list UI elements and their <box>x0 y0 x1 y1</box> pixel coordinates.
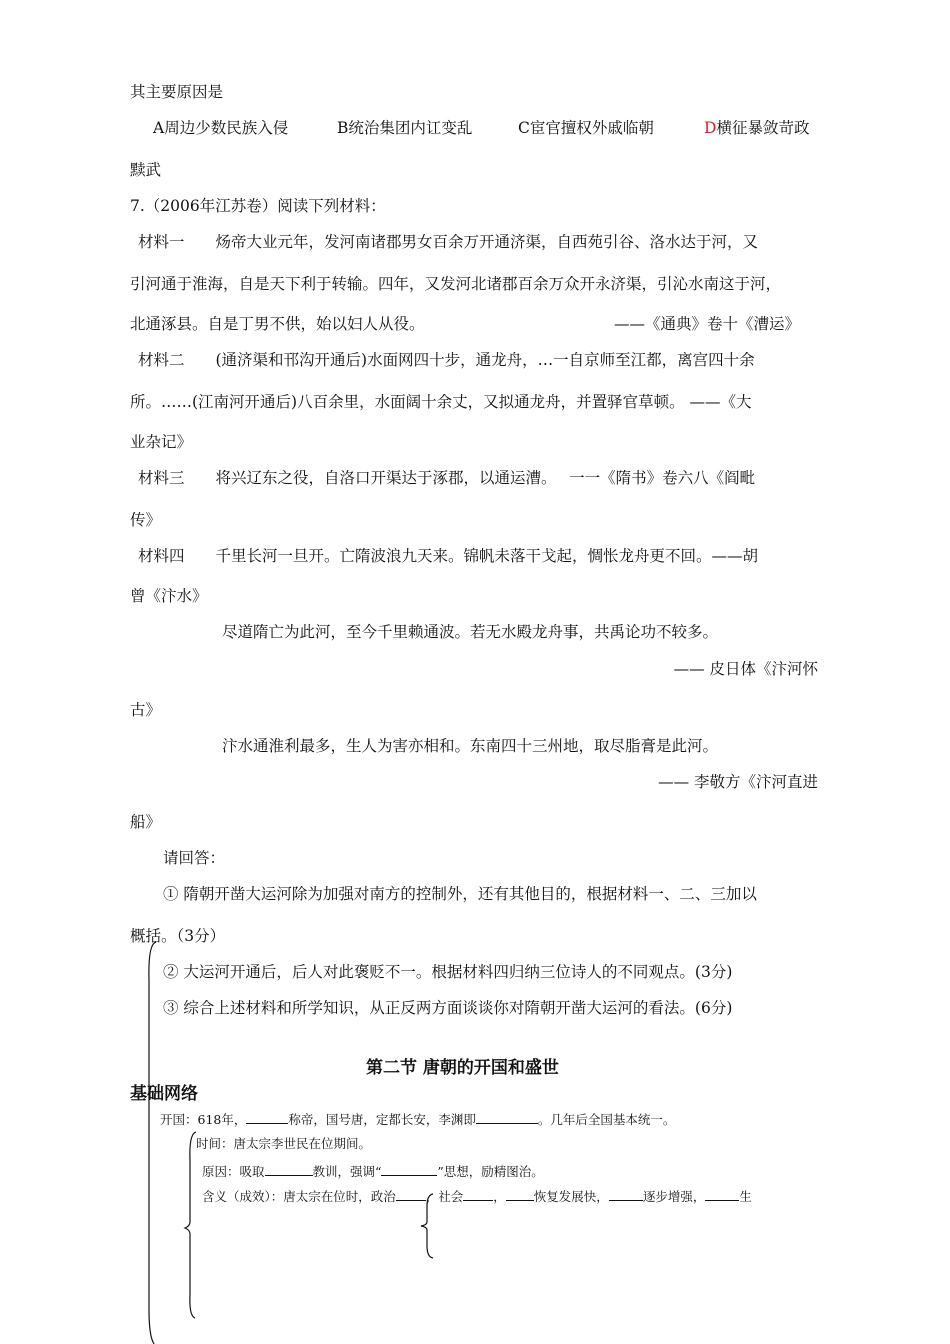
hanyi-text-b: ，社会 <box>425 1189 464 1204</box>
material-2-line-2: 所。……(江南河开通后)八百余里，水面阔十余丈，又拟通龙舟，并置驿官草顿。 ——《大 <box>130 393 752 411</box>
hanyi-text-d: 恢复发展快， <box>533 1189 609 1204</box>
ask-label: 请回答： <box>163 849 226 867</box>
poem-3-source: —— 李敬方《汴河直进 <box>658 773 818 791</box>
yuanyin-line <box>202 1162 544 1180</box>
hanyi-text-f: 生 <box>739 1189 752 1204</box>
fill-blank[interactable] <box>381 1162 437 1176</box>
kaiguo-text-a: 开国：618年， <box>160 1112 247 1127</box>
fill-blank[interactable] <box>246 1110 288 1124</box>
option-a: A周边少数民族入侵 <box>153 119 289 137</box>
kaiguo-text-c: 。几年后全国基本统一。 <box>537 1112 676 1127</box>
sub-question-1-line-1: ① 隋朝开凿大运河除为加强对南方的控制外，还有其他目的，根据材料一、二、三加以 <box>163 885 757 903</box>
material-4-line-2: 曾《汴水》 <box>130 587 208 605</box>
fill-blank[interactable] <box>476 1110 538 1124</box>
material-1-source: ——《通典》卷十《漕运》 <box>614 315 801 333</box>
inner-brace-icon <box>183 1130 199 1320</box>
option-b: B统治集团内讧变乱 <box>337 119 473 137</box>
material-1-line-1: 材料一 炀帝大业元年，发河南诸郡男女百余万开通济渠，自西苑引谷、洛水达于河，又 <box>138 233 759 251</box>
material-3-line-2: 传》 <box>130 511 162 529</box>
sub-question-3: ③ 综合上述材料和所学知识，从正反两方面谈谈你对隋朝开凿大运河的看法。(6分) <box>163 999 733 1017</box>
fill-blank[interactable] <box>705 1187 739 1201</box>
material-2-line-1: 材料二 (通济渠和邗沟开通后)水面网四十步，通龙舟，…一自京师至江都，离宫四十余 <box>138 351 755 369</box>
poem-3-source-cont: 船》 <box>130 813 162 831</box>
yuanyin-text-a: 原因：吸取 <box>202 1164 265 1179</box>
material-4-line-1: 材料四 千里长河一旦开。亡隋波浪九天来。锦帆未落干戈起，惆怅龙舟更不回。——胡 <box>138 547 759 565</box>
fill-blank[interactable] <box>463 1187 493 1201</box>
yuanyin-text-c: ”思想，励精图治。 <box>437 1164 544 1179</box>
hanyi-text-c: ， <box>493 1189 506 1204</box>
option-c: C宦官擅权外戚临朝 <box>518 119 654 137</box>
poem-2-source: —— 皮日体《汴河怀 <box>673 660 818 678</box>
small-brace-icon <box>418 1192 436 1260</box>
question-7-title: 7.（2006年江苏卷）阅读下列材料： <box>130 197 386 215</box>
fill-blank[interactable] <box>265 1162 313 1176</box>
material-2-line-3: 业杂记》 <box>130 433 193 451</box>
hanyi-text-a: 含义（成效）：唐太宗在位时，政治 <box>202 1189 396 1204</box>
option-d <box>704 118 809 138</box>
shijian-line: 时间：唐太宗李世民在位期间。 <box>196 1136 372 1151</box>
question-6-stem: 其主要原因是 <box>130 83 224 101</box>
kaiguo-text-b: 称帝，国号唐，定都长安，李渊即 <box>288 1112 476 1127</box>
outer-brace-icon <box>140 940 162 1344</box>
sub-question-2: ② 大运河开通后，后人对此褒贬不一。根据材料四归纳三位诗人的不同观点。(3分) <box>163 963 733 981</box>
yuanyin-text-b: 教训，强调“ <box>312 1164 382 1179</box>
option-d-continued: 黩武 <box>130 161 162 179</box>
kaiguo-line <box>160 1110 675 1128</box>
material-3-line-1: 材料三 将兴辽东之役，自洛口开渠达于涿郡，以通运漕。 一一《隋书》卷六八《阎毗 <box>138 469 756 487</box>
poem-2-source-cont: 古》 <box>130 701 162 719</box>
section-title: 第二节 唐朝的开国和盛世 <box>366 1058 559 1078</box>
fill-blank[interactable] <box>506 1187 534 1201</box>
poem-2: 尽道隋亡为此河，至今千里赖通波。若无水殿龙舟事，共禹论功不较多。 <box>222 623 719 641</box>
hanyi-line <box>202 1187 752 1205</box>
option-d-letter: D <box>704 119 717 137</box>
fill-blank[interactable] <box>609 1187 643 1201</box>
poem-3: 汴水通淮利最多，生人为害亦相和。东南四十三州地，取尽脂膏是此河。 <box>222 737 719 755</box>
hanyi-text-e: 逐步增强， <box>642 1189 706 1204</box>
network-title: 基础网络 <box>130 1084 198 1104</box>
material-1-line-2: 引河通于淮海，自是天下利于转输。四年，又发河北诸郡百余万众开永济渠，引沁水南这于河， <box>130 275 782 293</box>
sub-question-1-line-2: 概括。（3分） <box>130 927 226 945</box>
material-1-line-3: 北通涿县。自是丁男不供，始以妇人从役。 <box>130 315 425 333</box>
option-d-text: 横征暴敛苛政 <box>716 119 810 137</box>
